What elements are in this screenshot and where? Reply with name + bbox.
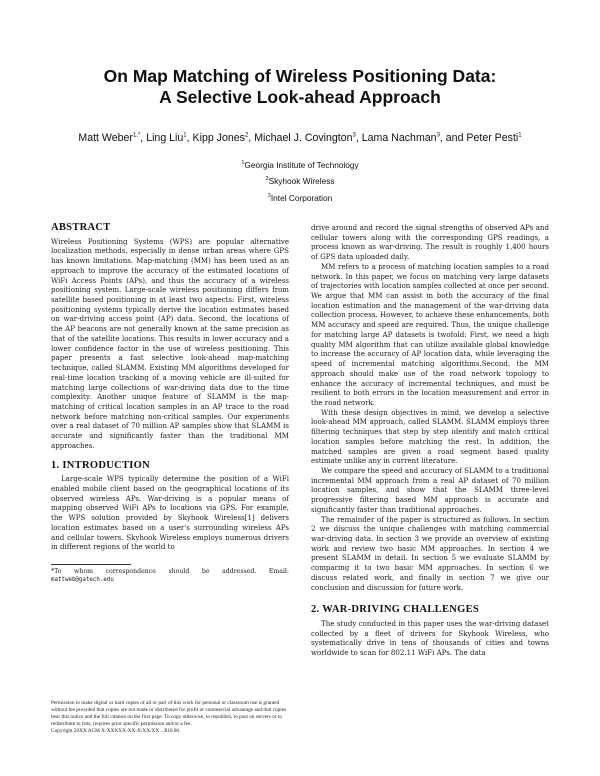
footnote-email: mattweb@gatech.edu <box>51 577 114 583</box>
abstract-heading: ABSTRACT <box>51 222 111 233</box>
author: Kipp Jones$^2$, <box>192 132 255 144</box>
author: Peter Pesti$^1$ <box>466 132 522 144</box>
author: Lama Nachman$^3$, and <box>361 132 467 144</box>
left-column <box>51 223 289 584</box>
affiliation: $^1$Georgia Institute of Technology <box>241 160 359 170</box>
title-line-1: On Map Matching of Wireless Positioning Data: <box>103 66 497 86</box>
footnote-divider <box>51 564 131 565</box>
affiliation: $^3$Intel Corporation <box>267 193 333 203</box>
footnote: *To whom correspondence should be addressed. Email: mattweb@gatech.edu <box>51 568 289 583</box>
introduction-text: Large-scale WPS typically determine the position of a WiFi enabled mobile client based on the geographical locations of its observed wireless APs. War-driving is a popular means of mapping observed WiFi APs to locations via GPS. For example, the WPS solution provided by Skyhook Wireless[1] delivers location estimates based on a user's surrounding wireless APs and cellular towers. Skyhook Wireless employs numerous drivers in different regions of the world to <box>51 474 289 552</box>
paragraph: The remainder of the paper is structured as follows. In section 2 we discuss the unique challenges with matching commercial war-driving data. In section 3 we provide an overview of existing work and review two basic MM approaches. In section 4 we present SLAMM in detail. In section 5 we evaluate SLAMM by comparing it to two basic MM approaches. In section 6 we discuss related work, and finally in section 7 we give our conclusion and discussion for future work. <box>311 514 549 592</box>
author-list <box>20 132 580 144</box>
author: Michael J. Covington$^3$, <box>254 132 362 144</box>
title-line-2: A Selective Look-ahead Approach <box>159 87 441 107</box>
permission-notice: Permission to make digital or hard copies of all or part of this work for personal or classroom use is granted without fee provided that copies are not made or distributed for profit or commercial advantage and that copies bear this notice and the full citation on the first page. To copy otherwise, to republish, to post on servers or to redistribute to lists, requires prior specific permission and/or a fee. Copyright 20XX ACM X-XXXXX-XX-X/XX/XX ...$10.00. <box>51 700 287 734</box>
abstract-text: Wireless Positioning Systems (WPS) are popular alternative localization methods, especially in dense urban areas where GPS has known limitations. Map-matching (MM) has been used as an approach to improve the accuracy of the estimated locations of WiFi Access Points (APs), and thus the accuracy of a wireless positioning system. Large-scale wireless positioning differs from satellite based positioning in at least two aspects: First, wireless positioning systems typically derive the location estimates based on war-driving access point (AP) data. Second, the locations of the AP beacons are not generally known at the same precision as that of the satellite locations. This results in lower accuracy and a lower confidence factor in the use of wireless positioning. This paper presents a fast selective look-ahead map-matching technique, called SLAMM. Existing MM algorithms developed for real-time location tracking of a moving vehicle are ill-suited for matching large collections of war-driving data due to the time complexity. Another unique feature of SLAMM is the map-matching of critical location samples in an AP trace to the road network before matching non-critical samples. Our experiments over a real dataset of 70 million AP samples show that SLAMM is accurate and significantly faster than the traditional MM approaches. <box>51 236 289 450</box>
section-2-heading: 2. WAR-DRIVING CHALLENGES <box>311 604 480 616</box>
author: Matt Weber$^{1,*}$, <box>78 132 147 144</box>
author: Ling Liu$^1$, <box>146 132 193 144</box>
affiliation: $^2$Skyhook Wireless <box>265 176 335 186</box>
section-2-text: The study conducted in this paper uses the war-driving dataset collected by a fleet of drivers for Skyhook Wireless, who systematically drive in tens of thousands of cities and towns worldwide to scan for 802.11 WiFi APs. The data <box>311 619 549 658</box>
paragraph: MM refers to a process of matching location samples to a road network. In this paper, we focus on matching very large datasets of trajectories with location samples collected at once per second. We argue that MM can assist in both the accuracy of the final location estimation and the management of the war-driving data collection process. However, to achieve these enhancements, both MM accuracy and speed are required. Thus, the unique challenge for matching large AP datasets is twofold: First, we need a high quality MM algorithm that can utilize available global knowledge to increase the accuracy of AP location data, while leveraging the speed of incremental matching algorithms.Second, the MM approach should make use of the road network topology to enhance the accuracy of incremental techniques, and must be resilient to both errors in the location measurement and error in the road network. <box>311 261 549 407</box>
paragraph: We compare the speed and accuracy of SLAMM to a traditional incremental MM approach from a real AP dataset of 70 million location samples, and show that the SLAMM three-level progressive filtering based MM approach is accurate and significantly faster than traditional approaches. <box>311 465 549 514</box>
paper-title <box>40 66 560 108</box>
right-column <box>311 223 549 658</box>
copyright-line: Copyright 20XX ACM X-XXXXX-XX-X/XX/XX ...$10.00. <box>51 728 181 734</box>
paragraph: With these design objectives in mind, we develop a selective look-ahead MM approach, called SLAMM. SLAMM employs three filtering techniques that step by step identify and match critical location samples before matching the rest. In addition, the matched samples are given a road segment based quality estimate unlike any in current literature. <box>311 407 549 466</box>
paragraph: drive around and record the signal strengths of observed APs and cellular towers along with the corresponding GPS readings, a process known as war-driving. The result is roughly 1,400 hours of GPS data uploaded daily. <box>311 223 549 262</box>
introduction-heading: 1. INTRODUCTION <box>51 459 151 471</box>
